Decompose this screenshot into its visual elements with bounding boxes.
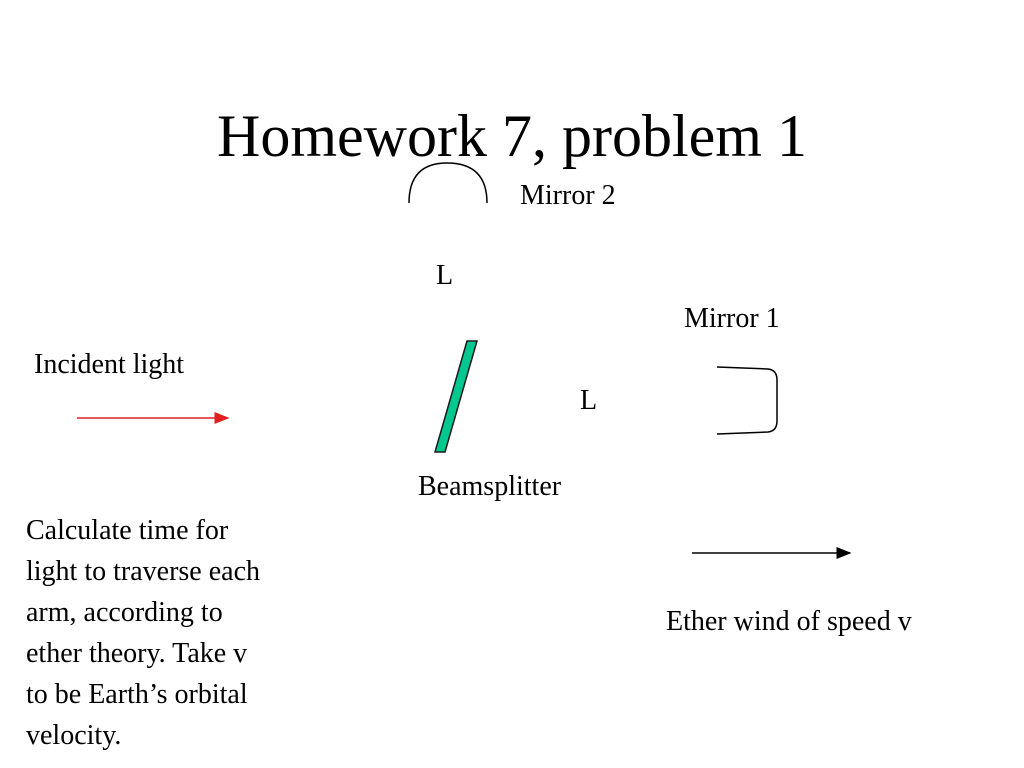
slide-title: Homework 7, problem 1 [217,103,807,169]
ether-wind-label: Ether wind of speed v [666,606,912,637]
mirror-2-shape [409,163,487,203]
mirror-2-label: Mirror 2 [520,180,616,211]
incident-light-label: Incident light [34,349,185,380]
arm-length-vertical-label: L [436,260,454,291]
mirror-1-shape [717,367,777,434]
beamsplitter-label: Beamsplitter [418,471,562,502]
arm-length-horizontal-label: L [580,385,598,416]
problem-statement: Calculate time for light to traverse each arm, according to ether theory. Take v to be Earth’s orbital velocity. [26,515,261,751]
beamsplitter-plate [435,341,477,452]
mirror-1-label: Mirror 1 [684,303,780,334]
